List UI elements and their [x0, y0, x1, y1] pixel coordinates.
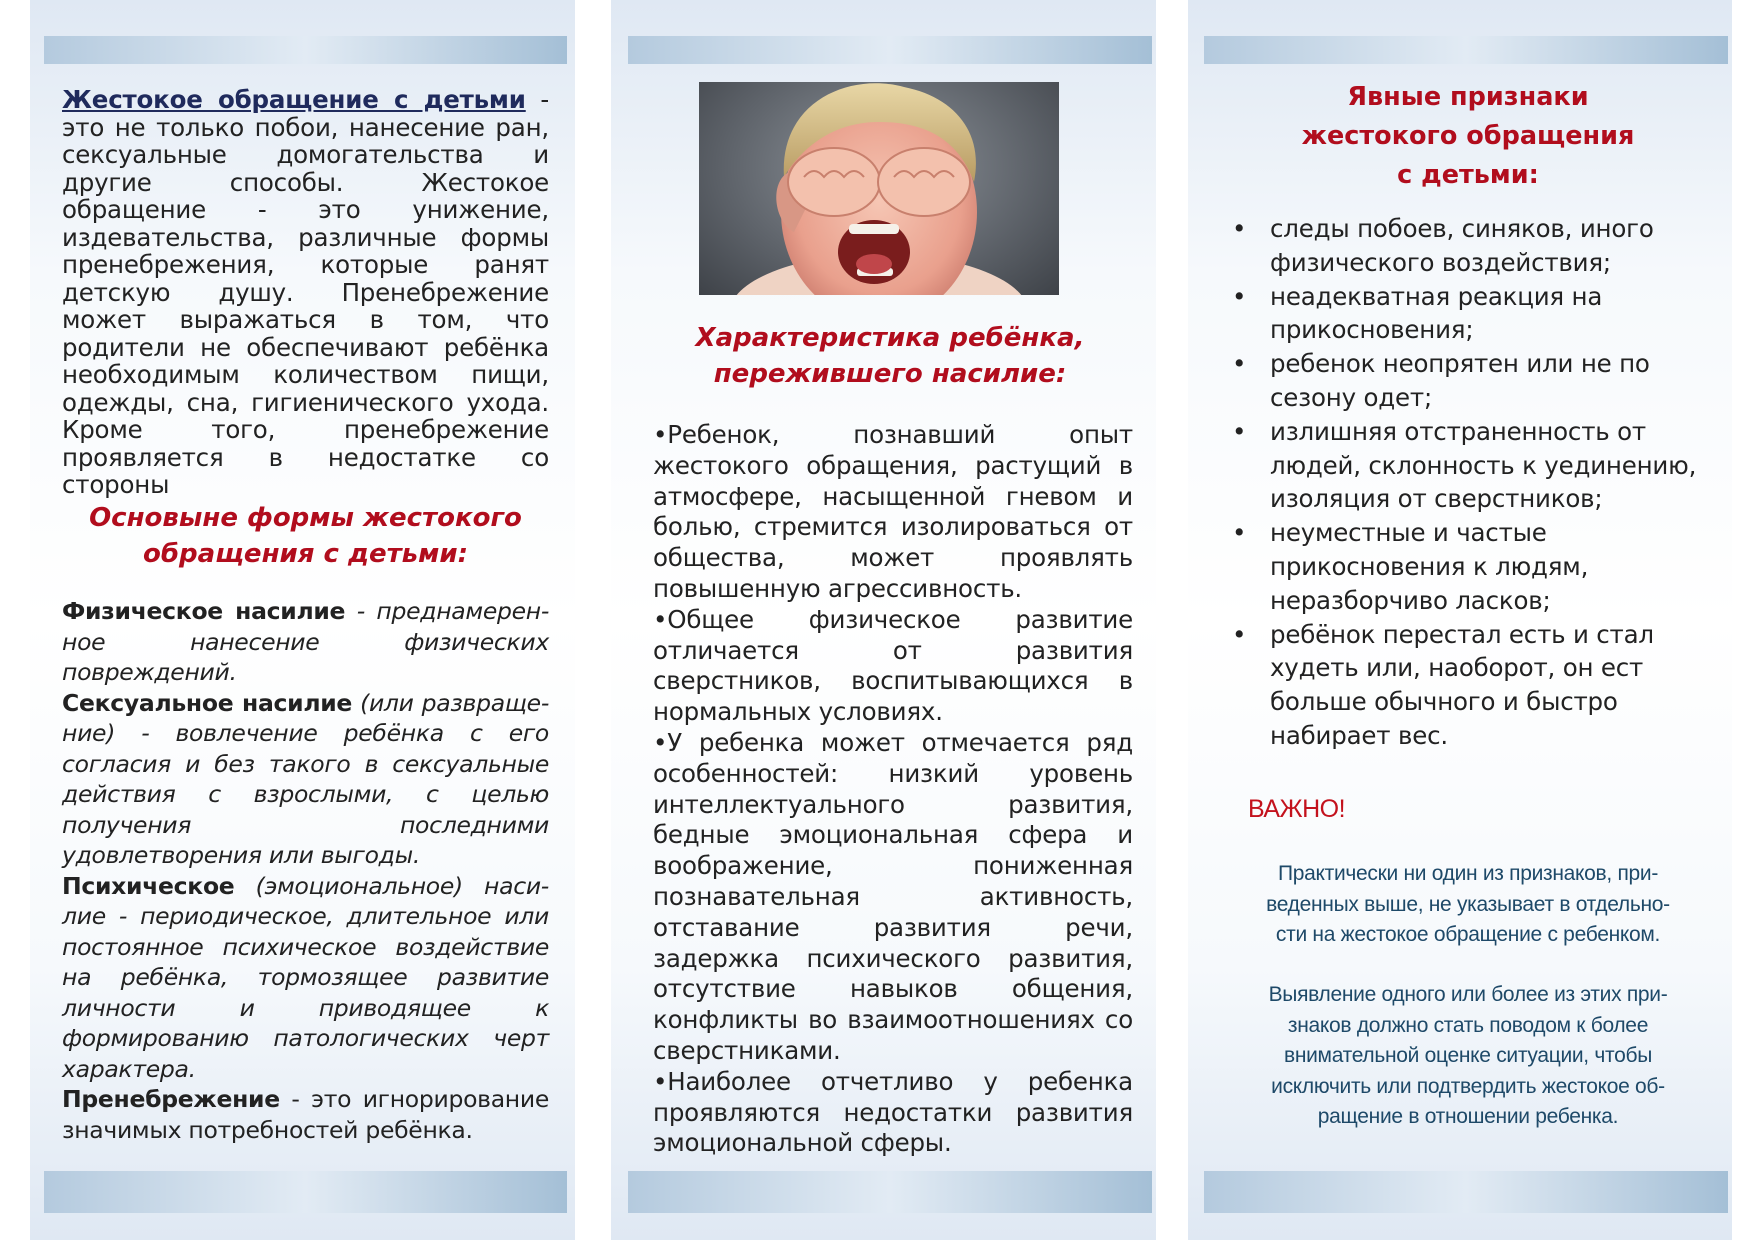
child-illustration — [699, 82, 1059, 295]
form-term: Физическое насилие — [62, 597, 346, 625]
list-item: •Ребенок, познавший опыт жестокого обращения, растущий в атмосфере, насыщенной гневом и болью, стремится изолироваться от общества, может проявлять повышенную агрессивность. — [653, 420, 1133, 603]
note-line: веденных выше, не указывает в отдельно- — [1266, 892, 1670, 916]
middle-panel — [611, 0, 1156, 1240]
list-item: • излишняя отстраненность от людей, склонность к уединению, изоляция от сверстников; — [1230, 415, 1700, 516]
note-paragraph-2 — [1228, 980, 1708, 1133]
right-panel — [1188, 0, 1732, 1240]
form-text: (или развраще-ние) - вовлечение ребёнка с его согласия и без такого в сексуальные действия с взрослыми, с целью получения последними удовлетворения или выгоды. — [62, 688, 549, 869]
signs-heading-line: Явные признаки — [1347, 82, 1589, 112]
list-item: • ребенок неопрятен или не по сезону одет; — [1230, 347, 1700, 415]
note-line: сти на жестокое обращение с ребенком. — [1275, 923, 1661, 946]
characteristics-list — [653, 420, 1133, 1159]
note-line: Практически ни один из признаков, при- — [1277, 862, 1659, 885]
form-term: Психическое — [62, 871, 235, 900]
list-item: •Общее физическое развитие отличается от развития сверстников, воспитывающихся в нормальных условиях. — [653, 604, 1133, 727]
note-line: знаков должно стать поводом к более — [1287, 1013, 1649, 1037]
bottom-decor-bar — [628, 1171, 1152, 1213]
form-item — [62, 596, 549, 688]
list-item: •Наиболее отчетливо у ребенка проявляются недостатки развития эмоциональной сферы. — [653, 1066, 1133, 1158]
form-term: Сексуальное насилие — [62, 688, 353, 717]
list-item-text: Ребенок, познавший опыт жестокого обращения, растущий в атмосфере, насыщенной гневом и болью, стремится изолироваться от общества, может проявлять повышенную агрессивность. — [653, 420, 1133, 603]
list-item-text: У ребенка может отмечается ряд особенностей: низкий уровень интеллектуального развития, бедные эмоциональная сфера и воображение, пониженная познавательная активность, отставание развития речи, задержка психического развития, отсутствие навыков общения, конфликты во взаимоотношениях со сверстниками. — [653, 727, 1133, 1065]
characteristics-heading-line: Характеристика ребёнка, — [695, 323, 1085, 353]
note-line: внимательной оценке ситуации, чтобы — [1283, 1044, 1653, 1067]
forms-heading — [44, 500, 567, 572]
top-decor-bar — [1204, 36, 1728, 64]
bottom-decor-bar — [1204, 1171, 1728, 1213]
intro-paragraph — [62, 86, 549, 499]
intro-term: Жестокое обращение с детьми — [62, 85, 526, 114]
forms-heading-line: обращения с детьми: — [143, 539, 468, 569]
characteristics-heading-line: пережившего насилие: — [713, 359, 1067, 389]
form-term: Пренебрежение — [62, 1085, 280, 1113]
top-decor-bar — [44, 36, 567, 64]
note-line: Выявление одного или более из этих при- — [1268, 983, 1668, 1006]
signs-heading — [1228, 78, 1708, 195]
forms-heading-line: Основыне формы жестокого — [89, 503, 522, 533]
form-text: - преднамерен-ное нанесение физических повреждений. — [62, 597, 549, 686]
list-item-text: Общее физическое развитие отличается от развития сверстников, воспитывающихся в нормальных условиях. — [653, 604, 1133, 727]
signs-heading-line: с детьми: — [1397, 160, 1539, 190]
list-item: • неуместные и частые прикосновения к людям, неразборчиво ласков; — [1230, 516, 1700, 617]
note-line: исключить или подтвердить жестокое об- — [1271, 1074, 1665, 1098]
form-item — [62, 1084, 549, 1145]
important-label: ВАЖНО! — [1248, 795, 1346, 823]
list-item: •У ребенка может отмечается ряд особенностей: низкий уровень интеллектуального развития, бедные эмоциональная сфера и воображение, пониженная познавательная активность, отставание развития речи, задержка психического развития, отсутствие навыков общения, конфликты во взаимоотношениях со сверстниками. — [653, 727, 1133, 1065]
list-item: • следы побоев, синяков, иного физического воздействия; — [1230, 212, 1700, 280]
crying-child-photo — [699, 82, 1059, 295]
form-text: (эмоциональное) наси-лие - периодическое, длительное или постоянное психическое воздействие на ребёнка, тормозящее развитие личности и приводящее к формированию патологических черт характера. — [62, 871, 549, 1083]
bottom-decor-bar — [44, 1171, 567, 1213]
intro-text: - это не только побои, нанесение ран, сексуальные домогательства и другие способы. Жестокое обращение - это унижение, издевательства, различные формы пренебрежения, которые ранят детскую душу. Пренебрежение может выражаться в том, что родители не обеспечивают ребёнка необходимым количеством пищи, одежды, сна, гигиенического ухода. Кроме того, пренебрежение проявляется в недостатке со стороны — [62, 85, 549, 499]
list-item: • неадекватная реакция на прикосновения; — [1230, 280, 1700, 348]
forms-list — [62, 596, 549, 1145]
list-item-text: Наиболее отчетливо у ребенка проявляются недостатки развития эмоциональной сферы. — [653, 1066, 1133, 1158]
form-item — [62, 688, 549, 871]
signs-heading-line: жестокого обращения — [1301, 121, 1635, 151]
list-item: • ребёнок перестал есть и стал худеть или, наоборот, он ест больше обычного и быстро набирает вес. — [1230, 618, 1700, 753]
signs-list — [1230, 212, 1700, 753]
note-line: ращение в отношении ребенка. — [1317, 1105, 1619, 1128]
characteristics-heading — [628, 320, 1152, 392]
left-panel — [30, 0, 575, 1240]
form-text: - это игнорирование значимых потребностей ребёнка. — [62, 1085, 549, 1144]
top-decor-bar — [628, 36, 1152, 64]
note-paragraph-1 — [1228, 859, 1708, 951]
form-item — [62, 871, 549, 1085]
